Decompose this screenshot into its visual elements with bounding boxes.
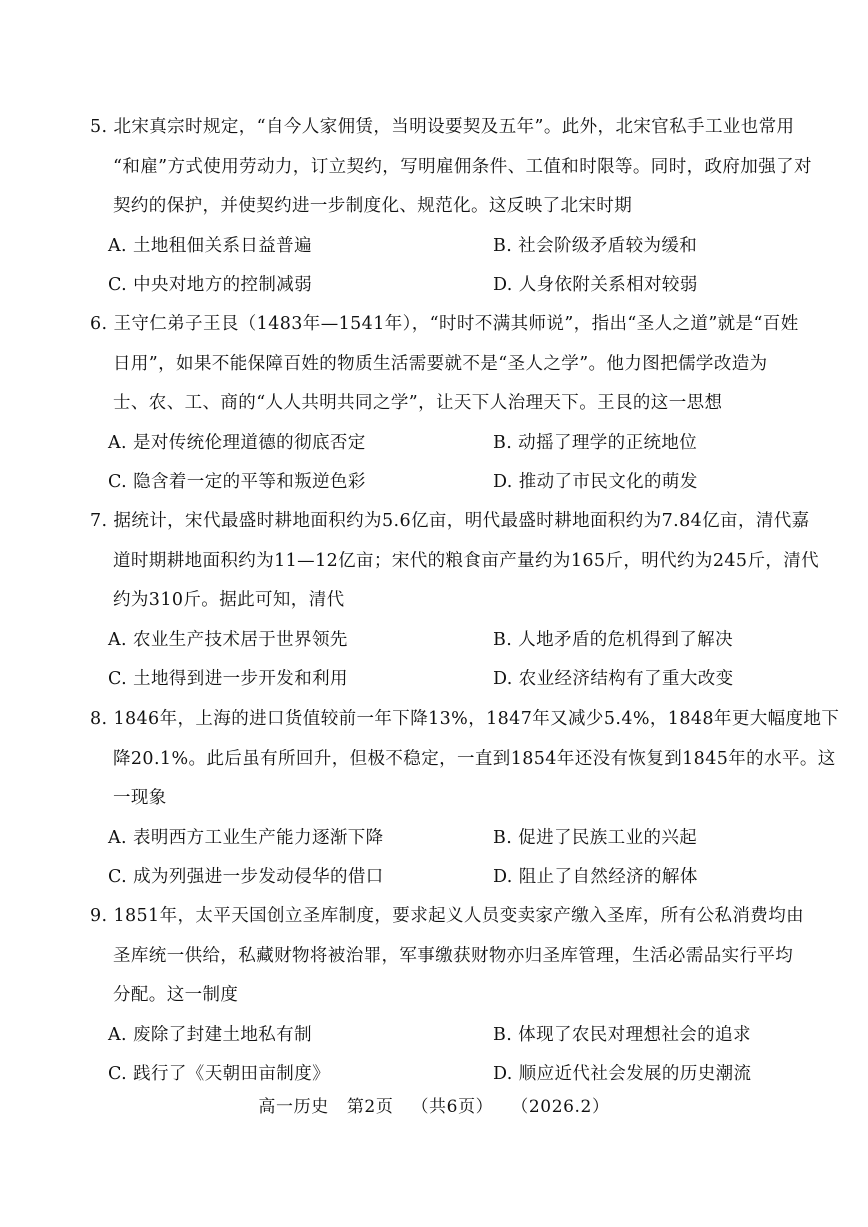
option-b[interactable]: B. 促进了民族工业的兴起 bbox=[493, 827, 698, 848]
option-c[interactable]: C. 隐含着一定的平等和叛逆色彩 bbox=[108, 472, 366, 493]
answer-options bbox=[90, 1016, 790, 1095]
option-d[interactable]: D. 农业经济结构有了重大改变 bbox=[493, 669, 734, 690]
option-c[interactable]: C. 中央对地方的控制减弱 bbox=[108, 275, 313, 296]
question-stem-line: 契约的保护，并使契约进一步制度化、规范化。这反映了北宋时期 bbox=[113, 196, 633, 217]
question-stem-line: 道时期耕地面积约为11—12亿亩；宋代的粮食亩产量约为165斤，明代约为245斤，清代 bbox=[113, 550, 820, 571]
question-stem-line: 日用”，如果不能保障百姓的物质生活需要就不是“圣人之学”。他力图把儒学改造为 bbox=[113, 353, 768, 374]
option-c[interactable]: C. 成为列强进一步发动侵华的借口 bbox=[108, 867, 384, 888]
question-7 bbox=[90, 502, 820, 700]
question-stem-line: 约为310斤。据此可知，清代 bbox=[113, 590, 345, 611]
option-b[interactable]: B. 社会阶级矛盾较为缓和 bbox=[493, 235, 698, 256]
question-stem-line: 圣库统一供给，私藏财物将被治罪，军事缴获财物亦归圣库管理，生活必需品实行平均 bbox=[113, 945, 794, 966]
question-8 bbox=[90, 700, 840, 898]
option-a[interactable]: A. 表明西方工业生产能力逐渐下降 bbox=[108, 827, 384, 848]
option-a[interactable]: A. 废除了封建土地私有制 bbox=[108, 1024, 312, 1045]
question-stem-line: 5. 北宋真宗时规定，“自今人家佣赁，当明设要契及五年”。此外，北宋官私手工业也常用 bbox=[90, 117, 795, 137]
question-stem-line: 7. 据统计，宋代最盛时耕地面积约为5.6亿亩，明代最盛时耕地面积约为7.84亿亩，清代嘉 bbox=[90, 511, 810, 531]
question-stem-line: 一现象 bbox=[113, 788, 167, 809]
option-a[interactable]: A. 农业生产技术居于世界领先 bbox=[108, 629, 348, 650]
question-stem-line: 9. 1851年，太平天国创立圣库制度，要求起义人员变卖家产缴入圣库，所有公私消费均由 bbox=[90, 906, 804, 926]
question-stem-line: 士、农、工、商的“人人共明共同之学”，让天下人治理天下。王艮的这一思想 bbox=[113, 393, 723, 414]
question-stem-line: 降20.1%。此后虽有所回升，但极不稳定，一直到1854年还没有恢复到1845年的水平。这 bbox=[113, 748, 836, 769]
question-stem-line: 8. 1846年，上海的进口货值较前一年下降13%，1847年又减少5.4%，1848年更大幅度地下 bbox=[90, 709, 840, 729]
option-a[interactable]: A. 是对传统伦理道德的彻底否定 bbox=[108, 432, 366, 453]
answer-options bbox=[90, 424, 790, 503]
option-c[interactable]: C. 土地得到进一步开发和利用 bbox=[108, 669, 348, 690]
option-d[interactable]: D. 阻止了自然经济的解体 bbox=[493, 867, 698, 888]
question-stem-line: “和雇”方式使用劳动力，订立契约，写明雇佣条件、工值和时限等。同时，政府加强了对 bbox=[113, 156, 812, 177]
page-footer: 高一历史 第2页 （共6页） （2026.2） bbox=[258, 1097, 610, 1117]
question-stem-line: 6. 王守仁弟子王艮（1483年—1541年），“时时不满其师说”，指出“圣人之道”就是“百姓 bbox=[90, 314, 799, 334]
answer-options bbox=[90, 621, 790, 700]
option-d[interactable]: D. 推动了市民文化的萌发 bbox=[493, 472, 698, 493]
question-stem-line: 分配。这一制度 bbox=[113, 985, 239, 1006]
answer-options bbox=[90, 819, 790, 898]
option-a[interactable]: A. 土地租佃关系日益普遍 bbox=[108, 235, 312, 256]
answer-options bbox=[90, 227, 790, 306]
option-b[interactable]: B. 动摇了理学的正统地位 bbox=[493, 432, 698, 453]
question-9 bbox=[90, 897, 804, 1095]
option-d[interactable]: D. 顺应近代社会发展的历史潮流 bbox=[493, 1064, 752, 1085]
option-d[interactable]: D. 人身依附关系相对较弱 bbox=[493, 275, 698, 296]
option-b[interactable]: B. 人地矛盾的危机得到了解决 bbox=[493, 629, 733, 650]
option-c[interactable]: C. 践行了《天朝田亩制度》 bbox=[108, 1064, 330, 1085]
question-6 bbox=[90, 305, 799, 503]
question-5 bbox=[90, 108, 812, 306]
option-b[interactable]: B. 体现了农民对理想社会的追求 bbox=[493, 1024, 751, 1045]
